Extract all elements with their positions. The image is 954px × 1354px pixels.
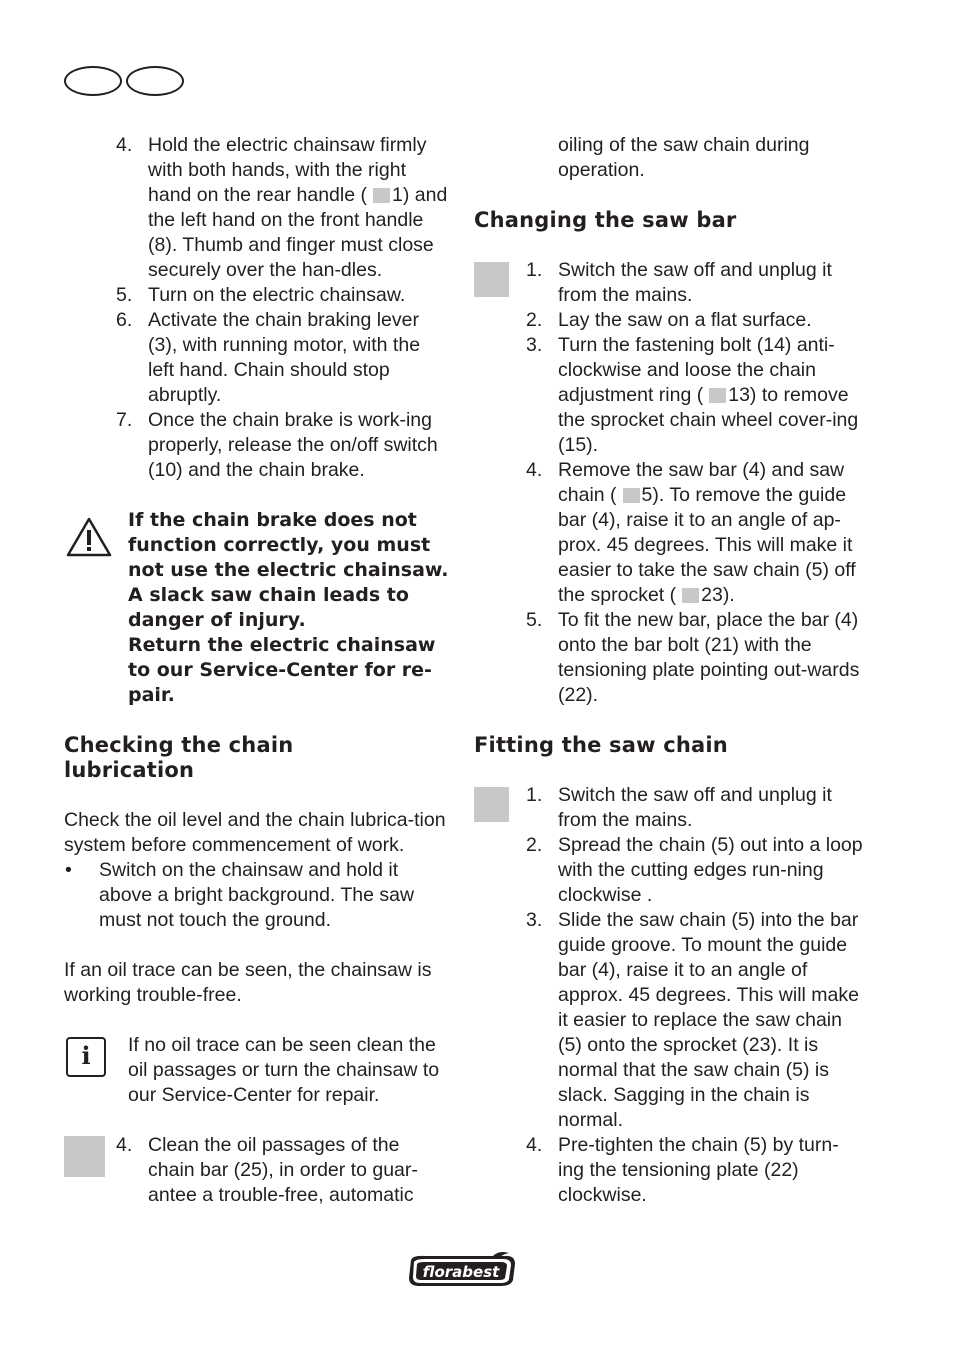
- step-text: Remove the saw bar (4) and saw chain (: [558, 459, 845, 506]
- bullet-list: [64, 858, 449, 933]
- step-text: To fit the new bar, place the bar (4) onto the bar bolt (21) with the tensioning plate pointing out-wards (22).: [558, 609, 860, 706]
- info-block: [64, 1033, 449, 1108]
- step-text: Pre-tighten the chain (5) by turn-ing the tensioning plate (22) clockwise.: [558, 1134, 839, 1206]
- step-text: Switch the saw off and unplug it from the mains.: [558, 259, 832, 306]
- list-item: [474, 333, 864, 458]
- list-item: [474, 608, 864, 708]
- warning-text: Return the electric chainsaw to our Service-Center for re-pair.: [128, 634, 436, 706]
- step-text: Once the chain brake is work-ing properly, release the on/off switch (10) and the chain brake.: [148, 409, 438, 481]
- step-text: Turn on the electric chainsaw.: [148, 284, 406, 306]
- step-text: Turn the fastening bolt (14) anti-clockwise and loose the chain adjustment ring (: [558, 334, 835, 406]
- step-number: 2.: [526, 309, 543, 331]
- step-text: Slide the saw chain (5) into the bar guide groove. To mount the guide bar (4), raise it to an angle of approx. 45 degrees. This will make it easier to replace the saw chain (5) onto the sprocket (23). It is normal that the saw chain (5) is slack. Sagging in the chain is normal.: [558, 909, 859, 1131]
- step-number: 3.: [526, 334, 543, 356]
- step-text: 23).: [701, 584, 735, 606]
- step-text: Activate the chain braking lever (3), with running motor, with the left hand. Chain should stop abruptly.: [148, 309, 421, 406]
- step-text: Hold the electric chainsaw firmly with both hands, with the right hand on the rear handle (: [148, 134, 427, 206]
- saw-chain-steps: [474, 783, 864, 1208]
- section-heading-saw-chain: Fitting the saw chain: [474, 733, 728, 757]
- figure-ref-icon: [682, 588, 699, 603]
- list-item: [64, 283, 449, 308]
- logo-text: florabest: [422, 1263, 500, 1281]
- list-item: [64, 133, 449, 283]
- step-number: 1.: [526, 259, 543, 281]
- step-text: Switch the saw off and unplug it from the mains.: [558, 784, 832, 831]
- step-list: [474, 783, 864, 1208]
- list-item: [64, 1133, 449, 1208]
- step-list: [64, 1133, 449, 1208]
- step-number: 7.: [116, 409, 133, 431]
- list-item: [64, 408, 449, 483]
- step-text: Lay the saw on a flat surface.: [558, 309, 812, 331]
- step-text: 5). To remove the guide bar (4), raise it to an angle of ap-prox. 45 degrees. This will make it easier to take the saw chain (5) off the sprocket (: [558, 484, 856, 606]
- language-oval-right: [126, 66, 184, 96]
- step-number: 4.: [116, 1134, 133, 1156]
- step-text: 13) to remove the sprocket chain wheel cover-ing (15).: [558, 384, 859, 456]
- list-item: [64, 308, 449, 408]
- step-list: [474, 258, 864, 708]
- language-indicator: [64, 66, 184, 96]
- info-text: If no oil trace can be seen clean the oil passages or turn the chainsaw to our Service-Center for repair.: [128, 1034, 440, 1106]
- info-icon: i: [66, 1037, 106, 1077]
- step-number: 4.: [526, 1134, 543, 1156]
- paragraph: If an oil trace can be seen, the chainsaw is working trouble-free.: [64, 959, 432, 1006]
- list-item: [474, 258, 864, 308]
- language-oval-left: [64, 66, 122, 96]
- right-column: [474, 133, 864, 1208]
- warning-block: [64, 508, 449, 708]
- figure-ref-icon: [709, 388, 726, 403]
- warning-triangle-icon: [66, 516, 112, 558]
- step-text: 1) and the left hand on the front handle (8). Thumb and finger must close securely over the han-dles.: [148, 184, 448, 281]
- warning-text: If the chain brake does not function correctly, you must not use the electric chainsaw. A slack saw chain leads to danger of injury.: [128, 509, 449, 631]
- list-item: [474, 458, 864, 608]
- step-number: 1.: [526, 784, 543, 806]
- list-item: [474, 308, 864, 333]
- list-item: [474, 833, 864, 908]
- list-item: [474, 1133, 864, 1208]
- step-text: Spread the chain (5) out into a loop with the cutting edges run-ning clockwise .: [558, 834, 863, 906]
- figure-ref-icon: [373, 188, 390, 203]
- florabest-logo: [405, 1252, 518, 1288]
- list-item: [474, 908, 864, 1133]
- section-heading-lubrication: Checking the chain lubrication: [64, 733, 294, 782]
- step-number: 4.: [116, 134, 133, 156]
- step-text: Clean the oil passages of the chain bar (25), in order to guar-antee a trouble-free, automatic: [148, 1134, 418, 1206]
- section-heading-saw-bar: Changing the saw bar: [474, 208, 737, 232]
- paragraph: oiling of the saw chain during operation.: [558, 134, 810, 181]
- figure-ref-icon: [623, 488, 640, 503]
- step-number: 6.: [116, 309, 133, 331]
- operation-steps: [64, 133, 449, 483]
- step-number: 2.: [526, 834, 543, 856]
- list-item: • Switch on the chainsaw and hold it above a bright background. The saw must not touch the ground.: [64, 858, 449, 933]
- saw-bar-steps: [474, 258, 864, 708]
- step-block: [64, 1133, 449, 1208]
- list-item: [474, 783, 864, 833]
- left-column: [64, 133, 449, 1208]
- paragraph: Check the oil level and the chain lubrica-tion system before commencement of work.: [64, 809, 446, 856]
- step-number: 4.: [526, 459, 543, 481]
- step-number: 3.: [526, 909, 543, 931]
- step-number: 5.: [526, 609, 543, 631]
- step-number: 5.: [116, 284, 133, 306]
